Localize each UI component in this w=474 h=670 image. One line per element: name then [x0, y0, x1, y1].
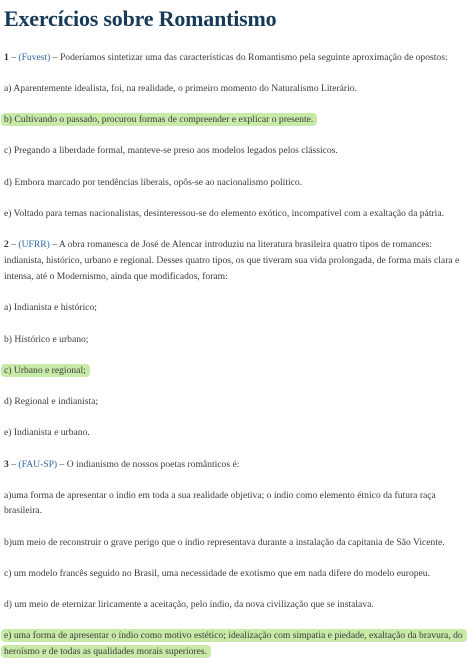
question-number: 1 — [4, 52, 9, 63]
question-1-header — [4, 51, 448, 64]
answer-option: a)uma forma de apresentar o índio em toda a sua realidade objetiva; o índio como elemento étnico da futura raça — [4, 490, 436, 501]
answer-option-highlighted — [4, 364, 90, 377]
answer-option-highlighted — [4, 645, 211, 658]
answer-option: e) Indianista e urbano. — [4, 427, 90, 438]
answer-option: a) Indianista e histórico; — [4, 302, 97, 313]
answer-option: b) Histórico e urbano; — [4, 334, 89, 345]
answer-highlight: c) Urbano e regional; — [1, 364, 90, 377]
question-source-link[interactable]: (Fuvest) — [18, 52, 51, 63]
answer-option-continuation: brasileira. — [4, 505, 43, 516]
question-dash: – — [8, 239, 19, 250]
question-number: 2 — [4, 239, 9, 250]
answer-option: e) Voltado para temas nacionalistas, desinteressou-se do elemento exótico, incompatível com a exaltação da pátria. — [4, 208, 444, 219]
question-prompt-line: indianista, histórico, urbano e regional. Desses quatro tipos, os que tiveram sua vida prolongada, de forma mais clara e — [4, 255, 460, 266]
answer-option: d) Regional e indianista; — [4, 396, 99, 407]
answer-option: a) Aparentemente idealista, foi, na realidade, o primeiro momento do Naturalismo Literário. — [4, 83, 357, 94]
question-3-header — [4, 458, 239, 471]
question-prompt: – O indianismo de nossos poetas românticos é: — [57, 459, 240, 470]
answer-option: c) um modelo francês seguido no Brasil, uma necessidade de exotismo que em nada difere do modelo europeu. — [4, 568, 430, 579]
question-number: 3 — [4, 459, 9, 470]
answer-option: d) Embora marcado por tendências liberais, opôs-se ao nacionalismo político. — [4, 177, 303, 188]
question-dash: – — [8, 52, 19, 63]
answer-option-highlighted — [4, 113, 317, 126]
answer-highlight: heroísmo e de todas as qualidades morais superiores. — [1, 645, 211, 658]
answer-option: b)um meio de reconstruir o grave perigo que o índio representava durante a instalação da capitania de São Vicente. — [4, 537, 445, 548]
page-title: Exercícios sobre Romantismo — [4, 6, 277, 31]
answer-option-highlighted — [4, 629, 467, 642]
answer-option: c) Pregando a liberdade formal, manteve-se preso aos modelos legados pelos clássicos. — [4, 145, 338, 156]
answer-highlight: b) Cultivando o passado, procurou formas de compreender e explicar o presente. — [1, 113, 317, 126]
question-prompt: – Poderíamos sintetizar uma das características do Romantismo pela seguinte aproximação de opostos: — [50, 52, 448, 63]
question-prompt-line: intensa, até o Modernismo, ainda que modificados, foram: — [4, 271, 228, 282]
question-source-link[interactable]: (UFRR) — [18, 239, 50, 250]
question-source-link[interactable]: (FAU-SP) — [18, 459, 58, 470]
question-2-header — [4, 238, 432, 251]
question-dash: – — [8, 459, 19, 470]
question-prompt: – A obra romanesca de José de Alencar introduziu na literatura brasileira quatro tipos de romances: — [49, 239, 432, 250]
answer-option: d) um meio de eternizar liricamente a aceitação, pelo índio, da nova civilização que se instalava. — [4, 599, 374, 610]
answer-highlight: e) uma forma de apresentar o índio como motivo estético; idealização com simpatia e piedade, exaltação da bravura, do — [1, 629, 467, 642]
